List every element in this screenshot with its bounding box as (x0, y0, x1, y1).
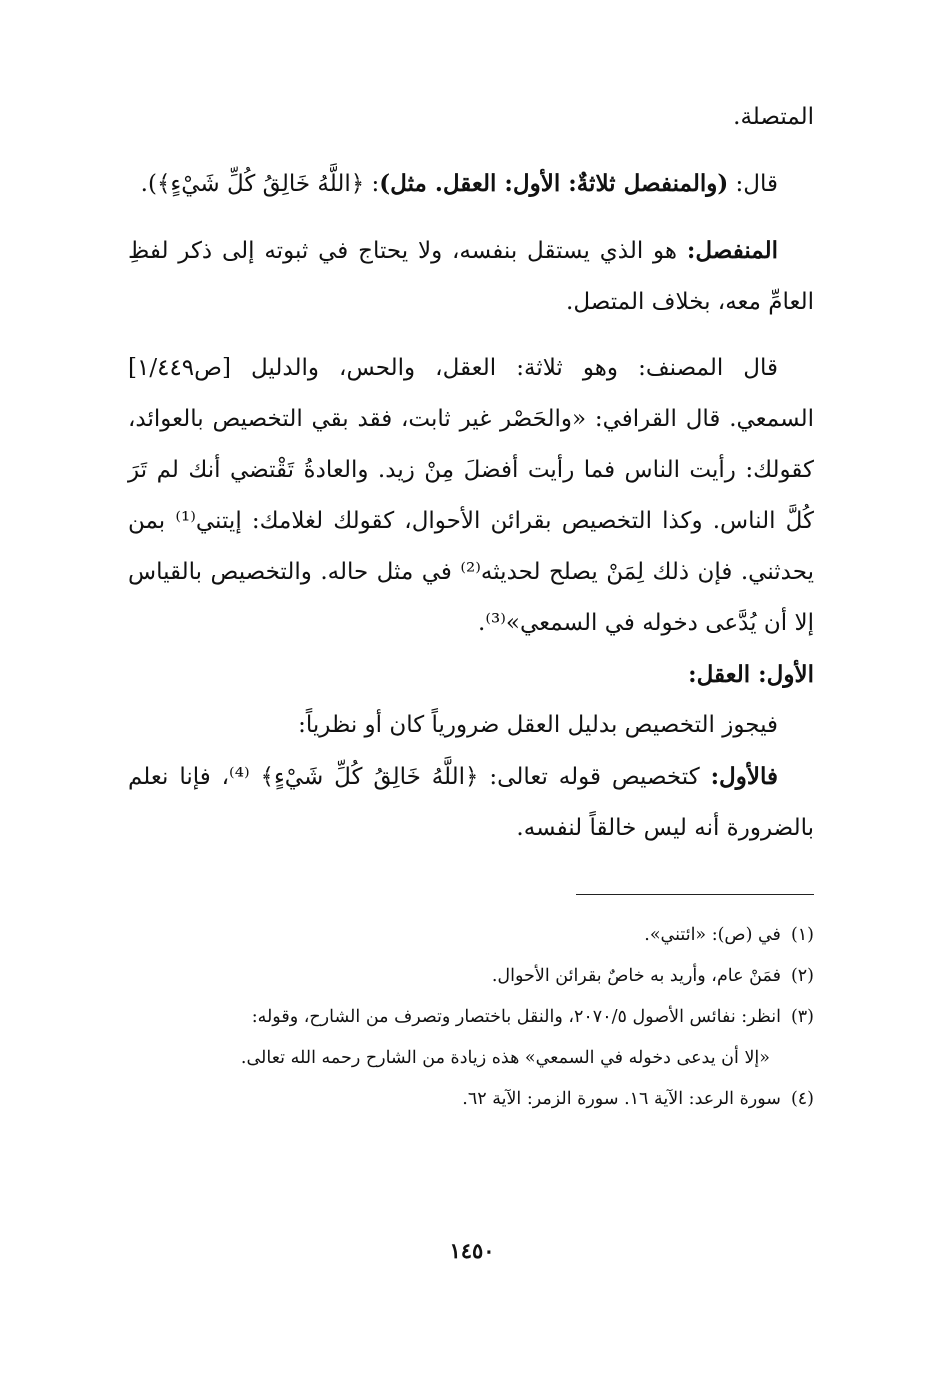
paragraph-continuation: المتصلة. (733, 104, 814, 130)
footnote-text: في (ص): «ائتني». (644, 925, 781, 945)
footnote-1 (128, 915, 814, 956)
main-text (128, 92, 814, 854)
matn-bold-text: (والمنفصل ثلاثةٌ: الأول: العقل. مثل) (379, 170, 729, 197)
footnote-text: انظر: نفائس الأصول ٢٠٧٠/٥، والنقل باختصار وتصرف من الشارح، وقوله: (251, 1007, 781, 1027)
footnote-4 (128, 1079, 814, 1120)
footnote-3 (128, 997, 814, 1038)
footnote-text: فمَنْ عام، وأريد به خاصٌ بقرائن الأحوال. (491, 966, 781, 986)
footnote-2 (128, 956, 814, 997)
munfasil-definition: هو الذي يستقل بنفسه، ولا يحتاج في ثبوته إلى ذكر لفظِ العامِّ معه، بخلاف المتصل. (128, 238, 814, 315)
paragraph-matn-quote (128, 158, 814, 210)
paragraph-aql: فيجوز التخصيص بدليل العقل ضرورياً كان أو نظرياً: (298, 712, 778, 738)
term-first: فالأول: (710, 763, 778, 790)
matn-rest: : ﴿اللَّهُ خَالِقُ كُلِّ شَيْءٍ﴾). (140, 171, 380, 197)
paragraph-first (128, 751, 814, 854)
paragraph-musannif: قال المصنف: وهو ثلاثة: العقل، والحس، والدليل [ص١/٤٤٩] السمعي. قال القرافي: «والحَصْر غير ثابت، فقد بقي التخصيص بالعوائد، كقولك: رأيت الناس فما رأيت أفضلَ مِنْ زيد. والعادةُ تَقْتضي أنك لم تَرَ كُلَّ الناس. وكذا التخصيص بقرائن الأحوال، كقولك لغلامك: إيتني⁽¹⁾ بمن يحدثني. فإن ذلك لِمَنْ يصلح لحديثه⁽²⁾ في مثل حاله. والتخصيص بالقياس إلا أن يُدَّعى دخوله في السمعي»⁽³⁾. (128, 355, 814, 636)
page-number: ١٤٥٠ (449, 1238, 495, 1263)
term-munfasil: المنفصل: (686, 237, 778, 264)
matn-lead: قال: (728, 171, 778, 197)
footnote-number: (٢) (790, 966, 814, 986)
footnote-number: (٤) (790, 1089, 814, 1109)
footnotes (128, 915, 814, 1120)
first-explanation: كتخصيص قوله تعالى: ﴿اللَّهُ خَالِقُ كُلِّ شَيْءٍ﴾ ⁽⁴⁾، فإنا نعلم بالضرورة أنه ليس خالقاً لنفسه. (128, 764, 814, 841)
section-heading: الأول: العقل: (688, 661, 814, 688)
footnote-text: سورة الرعد: الآية ١٦. سورة الزمر: الآية ٦٢. (462, 1089, 781, 1109)
footnote-separator (576, 894, 814, 895)
footnote-3-continuation: «إلا أن يدعى دخوله في السمعي» هذه زيادة من الشارح رحمه الله تعالى. (240, 1048, 770, 1068)
paragraph-munfasil (128, 225, 814, 328)
footnote-number: (١) (790, 925, 814, 945)
page-content (128, 92, 814, 1120)
footnote-number: (٣) (790, 1007, 814, 1027)
